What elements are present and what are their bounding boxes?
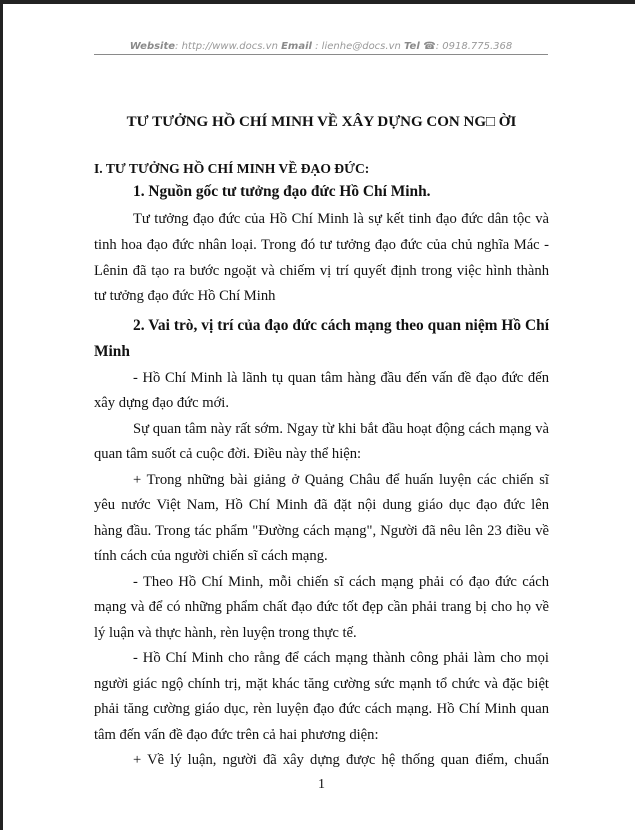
text-line: phải tăng cường giáo dục, rèn luyện đạo đức cách mạng. Hồ Chí Minh quan (94, 701, 549, 717)
text-line: hàng đầu. Trong tác phẩm "Đường cách mạng", Người đã nêu lên 23 điều về (94, 523, 549, 539)
website-label: Website (129, 41, 176, 52)
subheading-2: 2. Vai trò, vị trí của đạo đức cách mạng theo quan niệm Hồ Chí (133, 317, 549, 334)
tel-value: : 0918.775.368 (435, 41, 513, 52)
text-line: tính cách của người chiến sĩ cách mạng. (94, 548, 328, 564)
page-number: 1 (318, 777, 325, 792)
text-line: yêu nước Việt Nam, Hồ Chí Minh đã đặt nội dung giáo dục đạo đức lên (94, 497, 549, 513)
text-line: Sự quan tâm này rất sớm. Ngay từ khi bắt đầu hoạt động cách mạng và (133, 421, 549, 437)
text-line: tâm đến vấn đề đạo đức trên cả hai phương diện: (94, 727, 379, 743)
text-line: quan tâm suốt cả cuộc đời. Điều này thể hiện: (94, 446, 362, 462)
section-heading: I. TƯ TƯỞNG HỒ CHÍ MINH VỀ ĐẠO ĐỨC: (94, 161, 370, 176)
email-label: Email (281, 41, 312, 52)
text-line: Lênin đã tạo ra bước ngoặt và chiếm vị trí quyết định trong việc hình thành (94, 263, 549, 279)
text-line: - Hồ Chí Minh là lãnh tụ quan tâm hàng đầu đến vấn đề đạo đức đến (133, 370, 549, 386)
text-line: tinh hoa đạo đức nhân loại. Trong đó tư tưởng đạo đức của chủ nghĩa Mác - (94, 237, 549, 253)
tel-label: Tel ☎ (404, 41, 436, 52)
website-value: : http://www.docs.vn (175, 41, 282, 52)
subheading-2-continued: Minh (94, 343, 130, 360)
text-line: + Trong những bài giảng ở Quảng Châu để huấn luyện các chiến sĩ (133, 472, 549, 488)
email-value: : lienhe@docs.vn (311, 41, 405, 52)
text-line: người giác ngộ chính trị, mặt khác tăng cường sức mạnh tổ chức và đặc biệt (94, 676, 549, 692)
text-line: - Hồ Chí Minh cho rằng để cách mạng thành công phải làm cho mọi (133, 650, 549, 666)
text-line: lý luận và thực hành, rèn luyện trong thực tế. (94, 625, 357, 641)
text-line: xây dựng đạo đức mới. (94, 395, 229, 411)
text-line: Tư tưởng đạo đức của Hồ Chí Minh là sự kết tinh đạo đức dân tộc và (133, 211, 549, 227)
page-header (94, 41, 548, 55)
text-line: - Theo Hồ Chí Minh, mỗi chiến sĩ cách mạng phải có đạo đức cách (133, 574, 549, 590)
subheading-1: 1. Nguồn gốc tư tưởng đạo đức Hồ Chí Minh. (133, 183, 431, 200)
document-title: TƯ TƯỞNG HỒ CHÍ MINH VỀ XÂY DỰNG CON NG□ ỜI (126, 114, 517, 130)
text-line: + Về lý luận, người đã xây dựng được hệ thống quan điểm, chuẩn (133, 752, 549, 768)
text-line: mạng và để có những phẩm chất đạo đức tốt đẹp cần phải trang bị cho họ về (94, 599, 549, 615)
text-line: tư tưởng đạo đức Hồ Chí Minh (94, 288, 276, 304)
